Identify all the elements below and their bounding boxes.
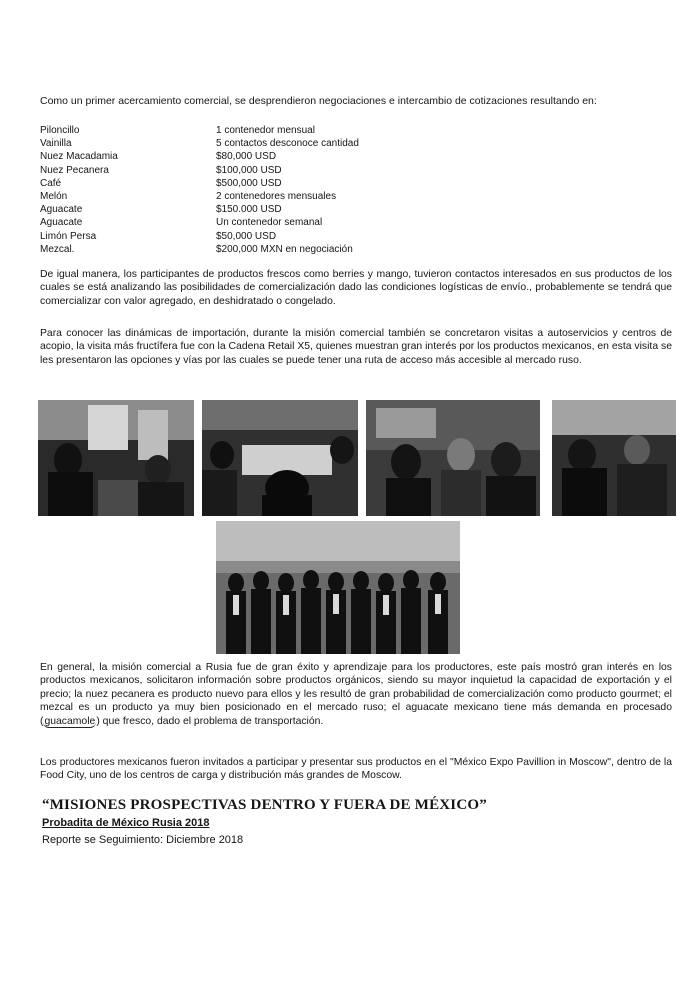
guacamole-circled-word: guacamole: [44, 715, 96, 727]
product-row: [40, 216, 359, 229]
product-name: Café: [40, 177, 62, 189]
product-name: Nuez Pecanera: [40, 164, 109, 176]
product-value: Un contenedor semanal: [216, 217, 323, 229]
product-row: [40, 150, 359, 163]
paragraph-fresh-products: De igual manera, los participantes de productos frescos como berries y mango, tuvieron contactos interesados en sus productos de los cuales se está analizando las posibilidades de comercialización dado las condiciones logísticas de envío., probablemente se tendrá que comercializar con valor agregado, en deshidratado o congelado.: [40, 269, 672, 307]
product-value: 5 contactos desconoce cantidad: [216, 138, 359, 150]
product-value: $100,000 USD: [216, 164, 282, 176]
summary-text-end: ) que fresco, dado el problema de transportación.: [96, 715, 324, 727]
product-name: Aguacate: [40, 217, 83, 229]
product-name: Nuez Macadamia: [40, 151, 118, 163]
paragraph-mission-summary: [40, 661, 672, 728]
summary-text-start: En general, la misión comercial a Rusia fue de gran éxito y aprendizaje para los productores, este país mostró gran interés en los productos mexicanos, solicitaron información sobre productos orgánicos, siendo su mayor inquietud la capacidad de exportación y el precio; la nuez pecanera es producto nuevo para ellos y les resultó de gran probabilidad de comercialización como producto gourmet; el mezcal es un producto ya muy bien posicionado en el mercado ruso; el aguacate mexicano tiene más demanda en procesado (: [40, 662, 672, 727]
product-value: $50,000 USD: [216, 230, 277, 242]
photo-group: [216, 521, 460, 654]
product-row: [40, 177, 359, 190]
product-value: 1 contenedor mensual: [216, 125, 315, 136]
product-quote-list: [40, 124, 359, 256]
report-date-line: Reporte se Seguimiento: Diciembre 2018: [42, 834, 244, 846]
photo-meeting-3: [366, 400, 540, 516]
section-subheadline: Probadita de México Rusia 2018: [42, 817, 210, 829]
product-value: $200,000 MXN en negociación: [216, 243, 353, 255]
product-name: Vainilla: [40, 138, 72, 150]
product-row: [40, 190, 359, 203]
paragraph-expo-invitation: Los productores mexicanos fueron invitados a participar y presentar sus productos en el "México Expo Pavillion in Moscow", dentro de la Food City, uno de los centros de carga y distribución más grandes de Moscow.: [40, 757, 672, 782]
product-row: [40, 230, 359, 243]
paragraph-retail-visits: Para conocer las dinámicas de importación, durante la misión comercial también se concretaron visitas a autoservicios y centros de acopio, la visita más fructífera fue con la Cadena Retail X5, quienes muestran gran interés por los productos mexicanos, en esta visita se les presentaron las opciones y vías por las cuales se puede tener una ruta de acceso más accesible al mercado ruso.: [40, 328, 672, 366]
product-row: [40, 164, 359, 177]
photo-meeting-4: [552, 400, 676, 516]
product-name: Piloncillo: [40, 125, 80, 136]
product-row: [40, 124, 359, 137]
photo-meeting-2: [202, 400, 358, 516]
section-headline: “MISIONES PROSPECTIVAS DENTRO Y FUERA DE MÉXICO”: [42, 797, 487, 813]
product-name: Melón: [40, 190, 68, 202]
product-value: $500,000 USD: [216, 177, 282, 189]
product-row: [40, 137, 359, 150]
product-name: Aguacate: [40, 204, 83, 216]
product-row: [40, 203, 359, 216]
product-row: [40, 243, 359, 256]
product-name: Limón Persa: [40, 230, 97, 242]
intro-sentence: Como un primer acercamiento comercial, se desprendieron negociaciones e intercambio de cotizaciones resultando en:: [40, 95, 597, 107]
product-name: Mezcal.: [40, 243, 75, 255]
product-value: 2 contenedores mensuales: [216, 190, 337, 202]
photo-meeting-1: [38, 400, 194, 516]
product-value: $80,000 USD: [216, 151, 277, 163]
product-value: $150.000 USD: [216, 204, 282, 216]
